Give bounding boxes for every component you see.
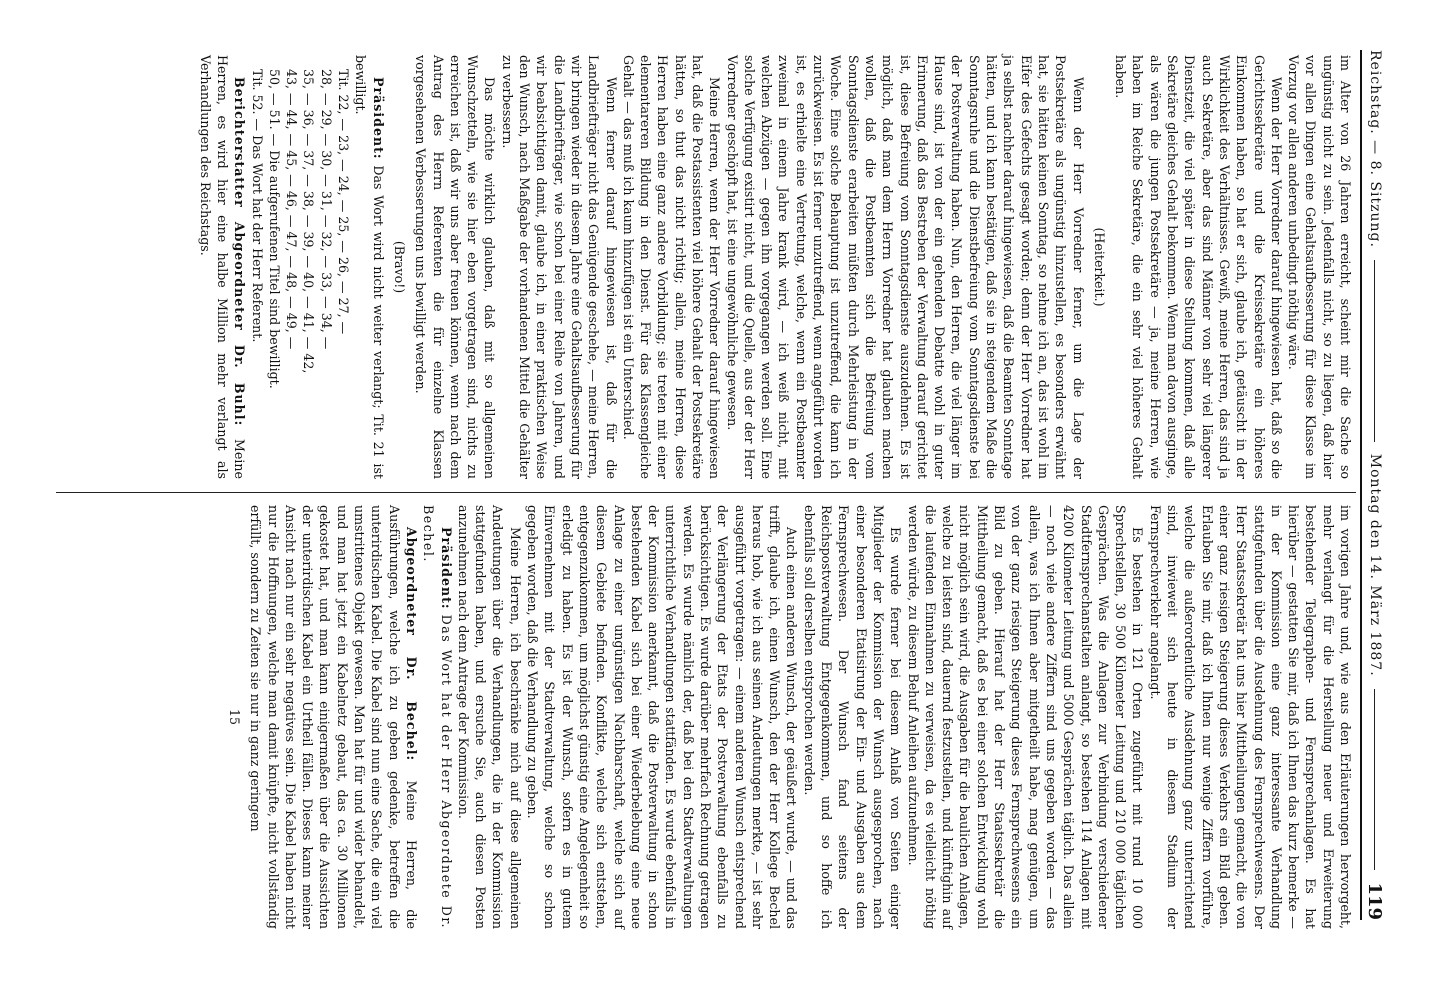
signature-mark: 15 <box>227 708 242 726</box>
speech-text: Das Wort wird nicht weiter verlangt; Tit. 21 ist bewilligt. <box>353 55 386 479</box>
interjection: (Bravo!) <box>391 240 407 294</box>
header-rule <box>1360 50 1362 920</box>
paragraph: im vorigen Jahre und, wie aus den Erläuterungen hervorgeht, mehr verlangt für die Herstellung neuer und Erweiterung bestehender Telegraphen- und Fernsprechanlagen. Es hat hierüber — gestatten Sie mir, daß ich Ihnen das kurz bemerke — in der Kommission eine ganz interessante Verhandlung stattgefunden über die Ausdehnung des Fernsprechwesens. Der Herr Staatssekretär hat uns hier Mittheilungen gemacht, die von einer ganz riesigen Steigerung dieses Verkehrs ein Bild geben. Erlauben Sie mir, daß ich Ihnen nur wenige Ziffern vorführe, welche die außerordentliche Ausdehnung ganz unterrichtend sind, inwieweit sich heute in diesem Stadium der Fernsprechverkehr angelangt. <box>1147 505 1353 929</box>
title-list-line: 28, — 29, — 30, — 31, — 32, — 33, — 34, — <box>318 69 334 350</box>
paragraph: Wenn ferner darauf hingewiesen ist, daß für die Landbriefträger nicht das Genügende geschehe, — meine Herren, wir bringen wieder in diesem Jahre eine Gehaltsaufbesserung für die Landbriefträger, wie schon bei einer Reihe von Jahren, und wir beabsichtigen damit, glaube ich, in einer praktischen Weise den Wunsch, nach Maßgabe der vorhandenen Mittel die Gehälter zu verbessern. <box>499 55 619 479</box>
paragraph: Meine Herren, wenn der Herr Vorredner darauf hingewiesen hat, daß die Postassistenten viel höhere Gehalt der Postsekretäre hätten, so thut das nicht richtig; allein, meine Herren, diese Herren haben eine ganz andere Vorbildung; sie treten mit einer elementareren Bildung in den Dienst. Für das Klassengleiche Gehalt — das muß ich kaum hinzufügen ist ein Unterschied. <box>620 55 723 479</box>
paragraph: Es bestehen in 121 Orten zugeführt mit rund 10 000 Sprechstellen, 30 500 Kilometer Leitung und 210 000 täglichen Gesprächen. Was die Anlagen zur Verbindung verschiedener Stadtfernsprechanstalten anlangt, so bestehen 114 Anlagen mit 4200 Kilometer Leitung und 5000 Gesprächen täglich. Das allein — noch viele andere Ziffern sind uns gegeben worden — das allein, was ich Ihnen aber mitgetheilt habe, mag genügen, um von der ganz riesigen Steigerung dieses Fernsprechwesens ein Bild zu geben. Hierauf hat der Herr Staatssekretär die Mittheilung gemacht, daß es bei einer solchen Entwicklung wohl nicht möglich sein wird, die Ausgaben für die baulichen Anlagen, welche zu leisten sind, dauernd festzustellen, und künftighin auf die laufenden Einnahmen zu verweisen, da es vielleicht nöthig werden würde, zu diesem Behuf Anleihen aufzunehmen. <box>905 505 1146 929</box>
title-list-line: 43, — 44, — 45, — 46, — 47, — 48, — 49, — <box>284 69 300 350</box>
paragraph: Wenn der Herr Vorredner darauf hingewiesen hat, daß so die Gerichtssekretäre und die Kreissekretäre ein höheres Einkommen haben, so hat er sich, glaube ich, getäuscht in der Wirklichkeit des Verhältnisses. Gewiß, meine Herren, das sind ja auch Sekretäre, aber das sind Männer von sehr viel längerer Dienstzeit, die viel später in diese Stellung kommen, daß alle Sekretäre gleiches Gehalt bekommen. Wenn man davon ausginge, als wären die jungen Postsekretäre — ja, meine Herren, wie haben im Reiche Sekretäre, die ein sehr viel höheres Gehalt haben. <box>1113 55 1284 479</box>
right-column <box>222 505 1354 929</box>
paragraph <box>196 55 248 479</box>
speaker-label: Präsident: <box>370 77 386 160</box>
header-divider <box>1375 260 1376 442</box>
title-list-line: Tit. 22, — 23, — 24, — 25, — 26, — 27, — <box>336 69 352 335</box>
header-right: Montag den 14. März 1887. <box>1367 453 1383 677</box>
paragraph <box>247 505 420 929</box>
paragraph: im Alter von 26 Jahren erreicht, scheint mir die Sache so ungünstig nicht zu sein. Jedenfalls nicht, so zu liegen, daß hier vor allen Dingen eine Gehaltsaufbesserung für diese Klasse im Vorzug vor allen anderen unbedingt nöthig wäre. <box>1286 55 1353 479</box>
page-number: 119 <box>1364 882 1386 921</box>
title-list-line: Tit. 52. — Das Wort hat der Herr Referent. <box>249 69 265 343</box>
title-list-line: 50, — 51. — Die aufgerufenen Titel sind bewilligt. <box>266 69 282 389</box>
speech-text: Das Wort hat der Herr Abgeordnete Dr. Bechel. <box>421 505 454 929</box>
speech-text: Meine Herren, die Ausführungen, welche ich zu geben gedenke, betreffen die unterirdischen Kabel. Die Kabel sind nun eine Sache, die ein viel umstrittenes Objekt gewesen. Man hat für und wider behandelt, und man hat jetzt ein Kabelnetz gebaut, das ca. 30 Millionen gekostet hat, und man kann einigermaßen über die Aussichten der unterirdischen Kabel ein Urtheil fällen. Dieses kann meiner Ansicht nach nur ein sehr negatives sein. Die Kabel haben nicht nur die Hoffnungen, welche man damit knüpfte, nicht vollständig erfüllt, sondern zu Zeiten sie nur in ganz geringem <box>248 505 419 929</box>
paragraph: Das möchte wirklich glauben, daß mit so allgemeinen Wunschzetteln, wie sie hier eben vorgetragen sind, nichts zu erreichen ist, daß wir uns aber freuen können, wenn nach dem Antrag des Herrn Referenten die für einzelne Klassen vorgesehenen Verbesserungen uns bewilligt werden. <box>413 55 498 479</box>
interjection: (Heiterkeit.) <box>1091 227 1107 307</box>
header-left: Reichstag. — 8. Sitzung. <box>1367 50 1383 248</box>
column-rule <box>56 492 1356 493</box>
paragraph: Wenn der Herr Vorredner ferner, um die Lage der Postsekretäre als ungünstig hinzustellen, es besonders erwähnt hat, sie hätten keinen Sonntag, so nehme ich an, das ist wohl im Eifer des Gefechts gesagt worden; denn der Herr Vorredner hat ja selbst nachher darauf hingewiesen, daß die Beamten Sonntage hätten, und ich kann bestätigen, daß sie in steigendem Maße die Sonntagsruhe und die Dienstbefreiung vom Sonntagsdienste bei der Postverwaltung haben. Nun, den Herren, die viel länger im Hause sind, ist von der ein gehenden Debatte wohl in guter Erinnerung, daß das Bestreben der Verwaltung darauf gerichtet ist, diese Befreiung vom Sonntagsdienste auszudehnen. Es ist möglich, daß man dem Herrn Vorredner hat glauben machen wollen, daß die Postbeamten sich die Befreiung vom Sonntagsdienste erarbeiten müßten durch Mehrleistung in der Woche. Eine solche Behauptung ist unzutreffend, die kann ich zurückweisen. Es ist ferner unzutreffend, wenn angeführt worden ist, es erhielte eine Vertretung, welche, wenn ein Postbeamter zweimal in einem Jahre krank wird, — ich weiß nicht, mit welchen Abzügen — gegen ihn vorgegangen werden soll. Eine solche Verfügung existirt nicht, und die Quelle, aus der der Herr Vorredner geschöpft hat, ist eine ungewöhnliche gewesen. <box>724 55 1086 479</box>
speaker-label: Präsident: <box>438 527 454 610</box>
paragraph: Meine Herren, ich beschränke mich auf diese allgemeinen Andeutungen über die Verhandlungen, die in der Kommission stattgefunden haben, und ersuche Sie, auch diesen Posten anzunehmen nach dem Antrage der Kommission. <box>455 505 523 929</box>
paragraph <box>420 505 455 929</box>
paragraph: Es wurde ferner bei diesem Anlaß von Seiten einiger Mitglieder der Kommission der Wunsch ausgesprochen, nach einer besonderen Etatisirung der Ein- und Ausgaben aus dem Fernsprechwesen. Der Wunsch fand seitens der Reichspostverwaltung Entgegenkommen, und so hoffe ich ebenfalls soll derselben entsprochen werden. <box>801 505 904 929</box>
running-header <box>1363 50 1387 920</box>
speech-text: Meine Herren, es wird hier eine halbe Million mehr verlangt als Verhandlungen des Reichstags. <box>197 55 248 479</box>
paragraph: Auch einen anderen Wunsch, der geäußert wurde, — und das trifft, glaube ich, einen Wunsch, den der Herr Kollege Bechel heraus hob, wie ich aus seinen Andeutungen merkte, — ist sehr ausgeführt vorgetragen: — einem anderen Wunsch entsprechend der Verlängerung der Etats der Postverwaltung ebenfalls zu berücksichtigen. Es wurde darüber mehrfach Rechnung getragen werden. Es wurde nämlich der, daß bei den Stadtverwaltungen unterrichtliche Verhandlungen stattfänden. Es wurde ebenfalls in der Kommission anerkannt, daß die Postverwaltung in schon bestehenden Kabel sich bei einer Wiederbelebung eine neue Anlage zu einer ungünstigen Nachbarschaft, welche sich auf diesem Gebiete befinden. Konflikte, welche sich entstehen, entgegenzukommen, um möglichst günstig eine Angelegenheit so erledigt zu haben. Es ist der Wunsch, sofern es in gutem Einvernehmen mit der Stadtverwaltung, welche so schon gegeben worden, daß die Verhandlung zu geben. <box>525 505 800 929</box>
paragraph <box>352 55 387 479</box>
header-divider <box>1375 689 1376 871</box>
left-column <box>196 55 1354 479</box>
title-list-line: 35, — 36, — 37, — 38, — 39, — 40, — 41, — 42, <box>301 69 317 374</box>
speaker-label: Abgeordneter Dr. Bechel: <box>403 527 419 762</box>
speaker-label: Berichterstatter Abgeordneter Dr. Buhl: <box>232 77 248 427</box>
